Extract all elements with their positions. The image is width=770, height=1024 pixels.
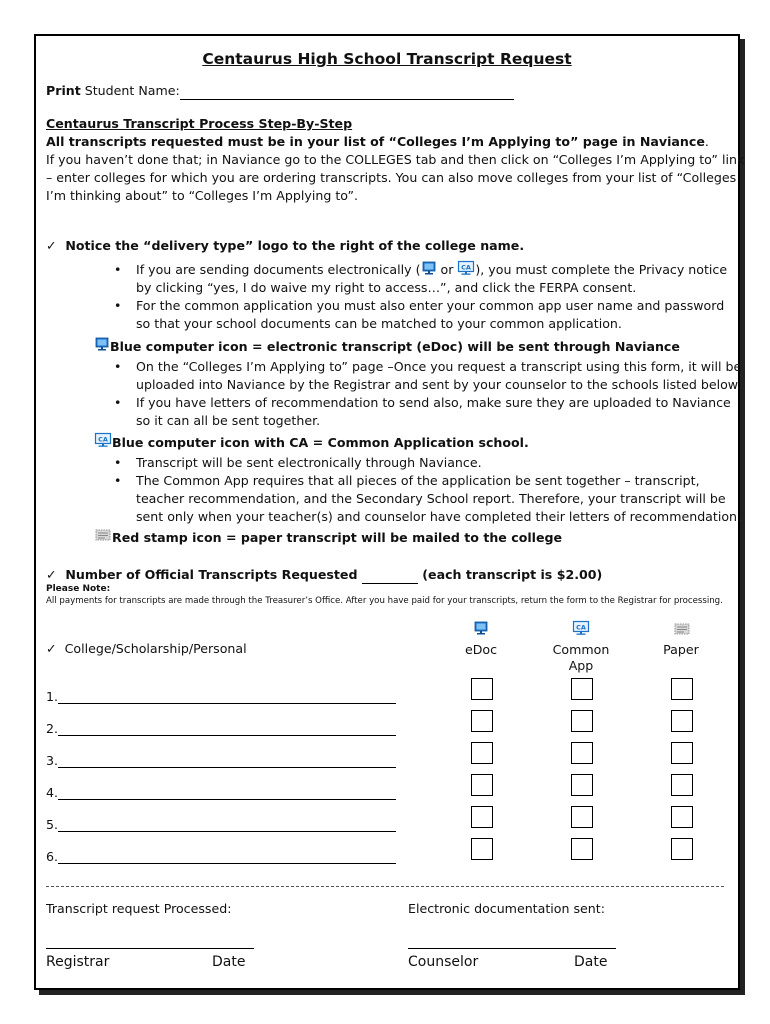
row-4-edoc-checkbox[interactable]	[471, 774, 493, 796]
row-3-edoc-checkbox[interactable]	[471, 742, 493, 764]
row-name-field-4[interactable]	[58, 799, 396, 800]
edoc-bullet2-line1: If you have letters of recommendation to send also, make sure they are uploaded to Naviance	[136, 395, 731, 410]
row-name-field-1[interactable]	[58, 703, 396, 704]
row-2-edoc-checkbox[interactable]	[471, 710, 493, 732]
counselor-label: Counselor	[408, 954, 479, 970]
row-5-common-app-checkbox[interactable]	[571, 806, 593, 828]
process-requirement-row	[46, 133, 709, 151]
student-name-field[interactable]	[180, 99, 514, 100]
page-title: Centaurus High School Transcript Request	[202, 50, 572, 68]
registrar-signature-field[interactable]	[46, 948, 254, 949]
row-1-paper-checkbox[interactable]	[671, 678, 693, 700]
process-requirement: All transcripts requested must be in your list of “Colleges I’m Applying to” page in Naviance	[46, 134, 705, 149]
row-name-field-6[interactable]	[58, 863, 396, 864]
row-1-edoc-checkbox[interactable]	[471, 678, 493, 700]
row-number-2: 2.	[46, 721, 59, 736]
edoc-column-header: eDoc	[464, 642, 498, 657]
row-number-4: 4.	[46, 785, 59, 800]
process-instruction-3: I’m thinking about” to “Colleges I’m Applying to”.	[46, 188, 359, 203]
row-number-1: 1.	[46, 689, 59, 704]
row-3-common-app-checkbox[interactable]	[571, 742, 593, 764]
student-name-print-label: Print	[46, 83, 81, 98]
edoc-heading-row	[94, 338, 680, 356]
row-5-paper-checkbox[interactable]	[671, 806, 693, 828]
college-header-row	[46, 640, 247, 658]
row-name-field-5[interactable]	[58, 831, 396, 832]
row-3-paper-checkbox[interactable]	[671, 742, 693, 764]
registrar-label: Registrar	[46, 954, 110, 970]
common-app-bullet2-line3: sent only when your teacher(s) and counselor have completed their letters of recommendation.	[136, 509, 742, 524]
check-icon: ✓	[46, 238, 57, 253]
counselor-date-label: Date	[574, 954, 608, 970]
check-icon: ✓	[46, 641, 57, 656]
bullet-icon: •	[114, 262, 122, 277]
row-number-3: 3.	[46, 753, 59, 768]
student-name-label: Student Name:	[80, 83, 180, 98]
blue-computer-icon	[94, 336, 110, 352]
delivery-heading-row	[46, 237, 524, 255]
bullet-icon: •	[114, 359, 122, 374]
row-6-edoc-checkbox[interactable]	[471, 838, 493, 860]
process-requirement-period: .	[704, 134, 709, 149]
bullet-icon: •	[114, 395, 122, 410]
process-instruction-2: – enter colleges for which you are ordering transcripts. You can also move colleges from your list of “Colleges	[46, 170, 737, 185]
processed-label: Transcript request Processed:	[46, 901, 232, 916]
delivery-bullet1-line2: by clicking “yes, I do waive my right to access…”, and click the FERPA consent.	[136, 280, 637, 295]
delivery-bullet2-line1: For the common application you must also enter your common app user name and password	[136, 298, 725, 313]
row-1-common-app-checkbox[interactable]	[571, 678, 593, 700]
row-4-common-app-checkbox[interactable]	[571, 774, 593, 796]
row-number-6: 6.	[46, 849, 59, 864]
electronic-sent-label: Electronic documentation sent:	[408, 901, 605, 916]
paper-heading: Red stamp icon = paper transcript will be mailed to the college	[112, 530, 563, 545]
official-count-field[interactable]	[362, 583, 418, 584]
please-note-label: Please Note:	[46, 584, 111, 594]
row-name-field-2[interactable]	[58, 735, 396, 736]
paper-heading-row	[94, 529, 562, 547]
check-icon: ✓	[46, 567, 57, 582]
registrar-date-label: Date	[212, 954, 246, 970]
common-app-column-header: Common App	[552, 642, 610, 673]
row-5-edoc-checkbox[interactable]	[471, 806, 493, 828]
row-2-common-app-checkbox[interactable]	[571, 710, 593, 732]
paper-stamp-icon	[94, 528, 112, 542]
bullet-icon: •	[114, 298, 122, 313]
paper-column-header: Paper	[663, 642, 699, 657]
transcript-request-form	[34, 34, 745, 990]
delivery-bullet1-post: ), you must complete the Privacy notice	[475, 262, 728, 277]
delivery-bullet2-line2: so that your school documents can be matched to your common application.	[136, 316, 622, 331]
college-column-header: College/Scholarship/Personal	[64, 641, 247, 656]
blue-computer-icon	[421, 260, 437, 276]
common-app-heading-row	[94, 434, 529, 452]
payment-note: All payments for transcripts are made through the Treasurer’s Office. After you have paid for your transcripts, return the form to the Registrar for processing.	[46, 596, 723, 606]
delivery-heading: Notice the “delivery type” logo to the right of the college name.	[65, 238, 525, 253]
edoc-column-icon	[473, 620, 489, 636]
row-2-paper-checkbox[interactable]	[671, 710, 693, 732]
common-app-bullet2-line2: teacher recommendation, and the Secondary School report. Therefore, your transcript will be	[136, 491, 726, 506]
cut-line-divider	[46, 886, 724, 887]
common-app-bullet2-line1: The Common App requires that all pieces of the application be sent together – transcript,	[136, 473, 700, 488]
bullet-icon: •	[114, 473, 122, 488]
row-number-5: 5.	[46, 817, 59, 832]
common-app-icon	[457, 260, 475, 276]
process-heading: Centaurus Transcript Process Step-By-Step	[46, 116, 353, 131]
edoc-bullet1-line2: uploaded into Naviance by the Registrar and sent by your counselor to the schools listed below.	[136, 377, 741, 392]
paper-column-icon	[673, 622, 691, 636]
delivery-bullet1-mid: or	[436, 262, 458, 277]
row-6-paper-checkbox[interactable]	[671, 838, 693, 860]
common-app-column-icon	[572, 620, 590, 636]
bullet-icon: •	[114, 455, 122, 470]
common-app-icon	[94, 432, 112, 448]
edoc-bullet2-line2: so it can all be sent together.	[136, 413, 321, 428]
official-row	[46, 566, 602, 584]
common-app-heading: Blue computer icon with CA = Common Application school.	[112, 435, 529, 450]
common-app-bullet1: Transcript will be sent electronically through Naviance.	[136, 455, 482, 470]
counselor-signature-field[interactable]	[408, 948, 616, 949]
row-4-paper-checkbox[interactable]	[671, 774, 693, 796]
row-name-field-3[interactable]	[58, 767, 396, 768]
edoc-bullet1-line1: On the “Colleges I’m Applying to” page –Once you request a transcript using this form, it will be	[136, 359, 742, 374]
official-label: Number of Official Transcripts Requested	[65, 567, 358, 582]
student-name-row	[46, 82, 514, 100]
edoc-heading: Blue computer icon = electronic transcript (eDoc) will be sent through Naviance	[110, 339, 680, 354]
delivery-bullet1-pre: If you are sending documents electronically (	[136, 262, 421, 277]
process-instruction-1: If you haven’t done that; in Naviance go to the COLLEGES tab and then click on “Colleges I’m Applying to” link	[46, 152, 745, 167]
delivery-bullet1-line1	[136, 261, 727, 279]
official-price: (each transcript is $2.00)	[422, 567, 603, 582]
row-6-common-app-checkbox[interactable]	[571, 838, 593, 860]
